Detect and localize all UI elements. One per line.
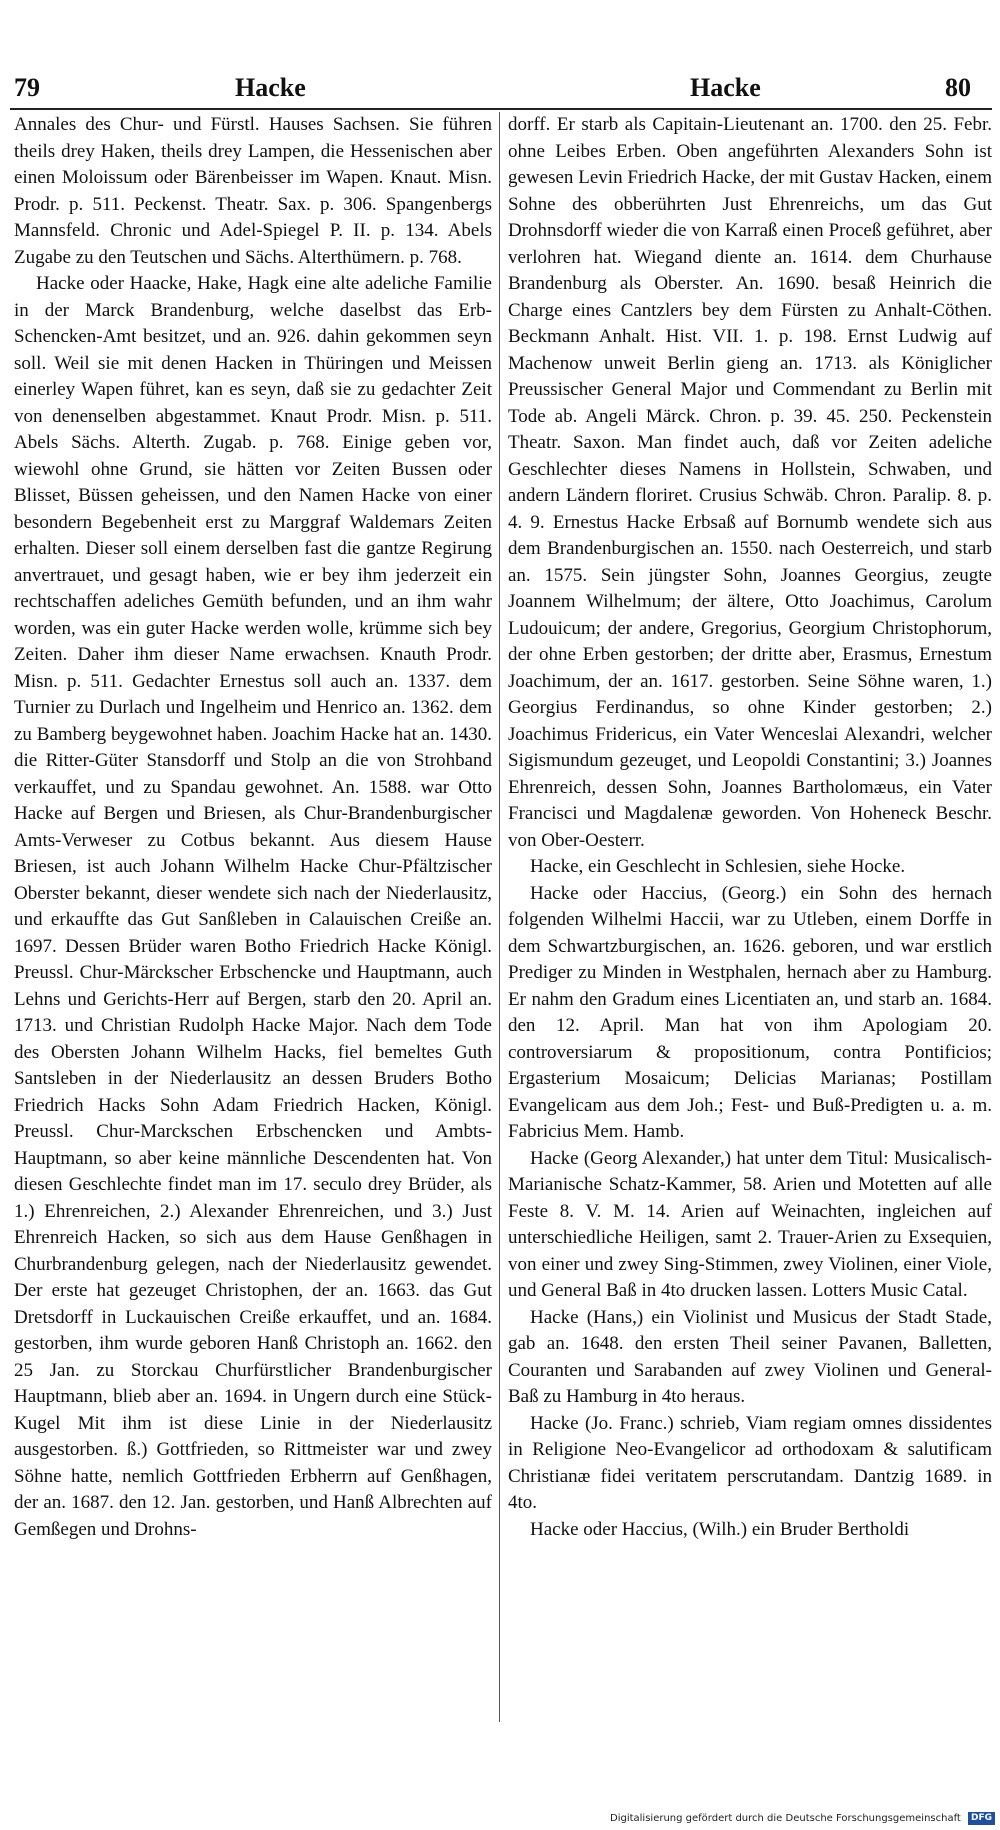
digitization-footer <box>610 1810 995 1828</box>
header-rule <box>10 108 992 110</box>
dfg-logo: DFG <box>968 1812 995 1825</box>
paragraph: Hacke, ein Geschlecht in Schlesien, siehe Hocke. <box>530 856 906 877</box>
footer-text: Digitalisierung gefördert durch die Deutsche Forschungsgemeinschaft <box>610 1813 961 1824</box>
left-column <box>14 112 492 1732</box>
right-column <box>508 112 992 1732</box>
paragraph: dorff. Er starb als Capitain-Lieutenant an. 1700. den 25. Febr. ohne Leibes Erben. Oben angeführten Alexanders Sohn ist gewesen Levin Friedrich Hacke, der mit Gustav Hacken, einem Sohne des obberührten Just Ehrenreichs, um das Gut Drohnsdorff wieder die von Karraß einen Proceß geführet, aber verlohren hat. Wiegand diente an. 1614. dem Churhause Brandenburg als Oberster. An. 1690. besaß Heinrich die Charge eines Cantzlers bey dem Fürsten zu Anhalt-Cöthen. Beckmann Anhalt. Hist. VII. 1. p. 198. Ernst Ludwig auf Machenow unweit Berlin gieng an. 1713. als Königlicher Preussischer General Major und Commendant zu Berlin mit Tode ab. Angeli Märck. Chron. p. 39. 45. 250. Peckenstein Theatr. Saxon. Man findet auch, daß vor Zeiten adeliche Geschlechter dieses Namens in Hollstein, Schwaben, und andern Ländern floriret. Crusius Schwäb. Chron. Paralip. 8. p. 4. 9. Ernestus Hacke Erbsaß auf Bornumb wendete sich aus dem Brandenburgischen an. 1550. nach Oesterreich, und starb an. 1575. Sein jüngster Sohn, Joannes Georgius, zeugte Joannem Wilhelmum; der ältere, Otto Joachimus, Carolum Ludouicum; der andere, Gregorius, Georgium Christophorum, der ohne Erben gestorben; der dritte aber, Erasmus, Ernestum Joachimum, der an. 1617. gestorben. Seine Söhne waren, 1.) Georgius Ferdinandus, so ohne Kinder gestorben; 2.) Joachimus Fridericus, ein Vater Wenceslai Alexandri, welcher Sigismundum gezeuget, und Leopoldi Constantini; 3.) Joannes Ehrenreich, dessen Sohn, Joannes Bartholomæus, ein Vater Francisci und Magdalenæ geworden. Von Hoheneck Beschr. von Ober-Oesterr. <box>508 114 992 851</box>
right-running-head: Hacke <box>690 73 761 102</box>
paragraph: Hacke (Georg Alexander,) hat unter dem Titul: Musicalisch-Marianische Schatz-Kammer, 58. Arien und Motetten auf alle Feste 8. V. M. 14. Arien auf Weinachten, ingleichen auf unterschiedliche Heiligen, samt 2. Trauer-Arien zu Exsequien, von einer und zwey Sing-Stimmen, zwey Violinen, einer Viole, und General Baß in 4to drucken lassen. Lotters Music Catal. <box>508 1147 992 1301</box>
right-page-number: 80 <box>945 73 971 102</box>
paragraph: Hacke oder Haacke, Hake, Hagk eine alte adeliche Familie in der Marck Brandenburg, welche daselbst das Erb-Schencken-Amt besitzet, und an. 926. dahin gekommen seyn soll. Weil sie mit denen Hacken in Thüringen und Meissen einerley Wapen führet, kan es seyn, daß sie zu gedachter Zeit von denenselben abgestammet. Knaut Prodr. Misn. p. 511. Abels Sächs. Alterth. Zugab. p. 768. Einige geben vor, wiewohl ohne Grund, sie hätten vor Zeiten Bussen oder Blisset, Büssen geheissen, und den Namen Hacke von einer besondern Begebenheit erst zu Marggraf Waldemars Zeiten erhalten. Dieser soll einem derselben fast die gantze Regirung anvertrauet, und gesagt haben, wie er bey ihm jederzeit ein rechtschaffen adeliches Gemüth befunden, und an ihm wahr worden, was ein guter Hacke werden wolle, krümme sich bey Zeiten. Daher ihm dieser Name erwachsen. Knauth Prodr. Misn. p. 511. Gedachter Ernestus soll auch an. 1337. dem Turnier zu Durlach und Ingelheim und Henrico an. 1362. dem zu Bamberg beygewohnet haben. Joachim Hacke hat an. 1430. die Ritter-Güter Stansdorff und Stolp an die von Strohband verkauffet, und zu Spandau gewohnet. An. 1588. war Otto Hacke auf Bergen und Briesen, als Chur-Brandenburgischer Amts-Verweser zu Cotbus bekannt. Aus diesem Hause Briesen, ist auch Johann Wilhelm Hacke Chur-Pfältzischer Oberster bekannt, dieser wendete sich nach der Niederlausitz, und erkauffte das Gut Sanßleben in Calauischen Creiße an. 1697. Dessen Brüder waren Botho Friedrich Hacke Königl. Preussl. Chur-Märckscher Erbschencke und Hauptmann, auch Lehns und Gerichts-Herr auf Bergen, starb den 20. April an. 1713. und Christian Rudolph Hacke Major. Nach dem Tode des Obersten Johann Wilhelm Hacks, fiel bemeltes Guth Santsleben in der Niederlausitz an dessen Bruders Botho Friedrich Hacks Sohn Adam Friedrich Hacken, Königl. Preussl. Chur-Marckschen Erbschencken und Ambts-Hauptmann, so aber keine männliche Descendenten hat. Von diesen Geschlechte findet man im 17. seculo drey Brüder, als 1.) Ehrenreichen, 2.) Alexander Ehrenreichen, und 3.) Just Ehrenreich Hacken, so sich aus dem Hause Genßhagen in Churbrandenburg gelegen, nach der Niederlausitz gewendet. Der erste hat gezeuget Christophen, der an. 1663. das Gut Dretsdorff in Luckauischen Creiße erkauffet, und an. 1684. gestorben, ihm wurde geboren Hanß Christoph an. 1662. den 25 Jan. zu Storckau Churfürstlicher Brandenburgischer Hauptmann, blieb aber an. 1694. in Ungern durch eine Stück-Kugel Mit ihm ist diese Linie in der Niederlausitz ausgestorben. ß.) Gottfrieden, so Rittmeister war und zwey Söhne hatte, nemlich Gottfrieden Erbherrn auf Genßhagen, der an. 1687. den 12. Jan. gestorben, und Hanß Albrechten auf Gemßegen und Drohns- <box>14 273 492 1540</box>
left-running-head: Hacke <box>235 73 306 102</box>
paragraph: Hacke (Hans,) ein Violinist und Musicus der Stadt Stade, gab an. 1648. den ersten Theil seiner Pavanen, Balletten, Couranten und Sarabanden auf zwey Violinen und General-Baß zu Hamburg in 4to heraus. <box>508 1306 992 1407</box>
paragraph: Hacke (Jo. Franc.) schrieb, Viam regiam omnes dissidentes in Religione Neo-Evangelicor ad orthodoxam & salutificam Christianæ fidei veritatem perscrutandam. Dantzig 1689. in 4to. <box>508 1412 992 1513</box>
paragraph: Hacke oder Haccius, (Georg.) ein Sohn des hernach folgenden Wilhelmi Haccii, war zu Utleben, einem Dorffe in dem Schwartzburgischen, an. 1626. geboren, und war erstlich Prediger zu Minden in Westphalen, hernach aber zu Hamburg. Er nahm den Gradum eines Licentiaten an, und starb an. 1684. den 12. April. Man hat von ihm Apologiam 20. controversiarum & propositionum, contra Pontificios; Ergasterium Mosaicum; Delicias Marianas; Postillam Evangelicam aus dem Joh.; Fest- und Buß-Predigten u. a. m. Fabricius Mem. Hamb. <box>508 882 992 1142</box>
paragraph: Hacke oder Haccius, (Wilh.) ein Bruder Bertholdi <box>530 1518 910 1540</box>
left-page-number: 79 <box>14 73 40 102</box>
column-divider <box>499 112 500 1722</box>
paragraph: Annales des Chur- und Fürstl. Hauses Sachsen. Sie führen theils drey Haken, theils drey Lampen, die Hessenischen aber einen Moloissum oder Bärenbeisser im Wapen. Knaut. Misn. Prodr. p. 511. Peckenst. Theatr. Sax. p. 306. Spangenbergs Mannsfeld. Chronic und Adel-Spiegel P. II. p. 134. Abels Zugabe zu den Teutschen und Sächs. Alterthümern. p. 768. <box>14 114 492 268</box>
